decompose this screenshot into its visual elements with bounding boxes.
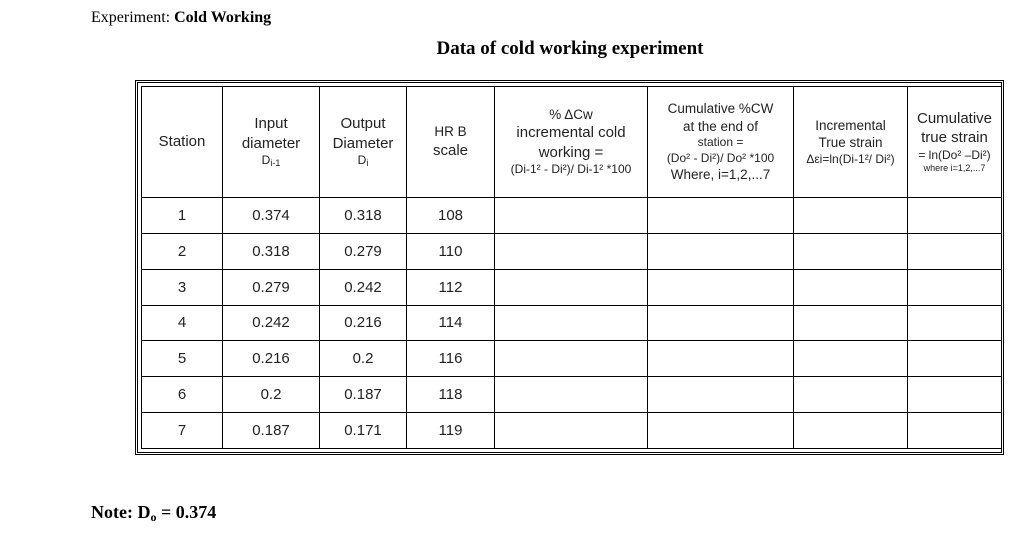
- table-row: [142, 305, 1002, 341]
- cell-incremental-strain: [794, 233, 908, 269]
- header-row: [142, 87, 1002, 198]
- data-table: [141, 86, 1002, 449]
- cell-station: 2: [142, 233, 223, 269]
- cell-cumulative-cw: [648, 269, 794, 305]
- cell-cumulative-strain: [908, 413, 1002, 449]
- experiment-name: Cold Working: [174, 9, 272, 26]
- cell-hrb: 110: [407, 233, 495, 269]
- cell-cumulative-cw: [648, 233, 794, 269]
- cell-incremental-strain: [794, 269, 908, 305]
- experiment-heading: [91, 9, 271, 27]
- header-station: Station: [142, 87, 223, 198]
- header-incremental-cold-working: % ΔCw incremental cold working = (Di-1² - Di²)/ Di-1² *100: [495, 87, 648, 198]
- header-cumulative-cw: Cumulative %CW at the end of station = (Do² - Di²)/ Do² *100 Where, i=1,2,...7: [648, 87, 794, 198]
- table-row: [142, 377, 1002, 413]
- cell-incremental-cw: [495, 269, 648, 305]
- cell-cumulative-strain: [908, 341, 1002, 377]
- cell-input-diameter: 0.374: [223, 198, 320, 234]
- cell-output-diameter: 0.318: [320, 198, 407, 234]
- page-title: Data of cold working experiment: [436, 38, 704, 59]
- cell-incremental-strain: [794, 377, 908, 413]
- data-table-frame: [135, 80, 1004, 455]
- cell-cumulative-cw: [648, 341, 794, 377]
- cell-station: 7: [142, 413, 223, 449]
- cell-output-diameter: 0.2: [320, 341, 407, 377]
- cell-cumulative-strain: [908, 198, 1002, 234]
- table-body: [142, 198, 1002, 449]
- cell-station: 5: [142, 341, 223, 377]
- cell-station: 6: [142, 377, 223, 413]
- cell-input-diameter: 0.2: [223, 377, 320, 413]
- cell-cumulative-cw: [648, 413, 794, 449]
- table-row: [142, 269, 1002, 305]
- cell-incremental-cw: [495, 413, 648, 449]
- cell-hrb: 118: [407, 377, 495, 413]
- cell-output-diameter: 0.187: [320, 377, 407, 413]
- cell-hrb: 114: [407, 305, 495, 341]
- cell-cumulative-strain: [908, 305, 1002, 341]
- table-row: [142, 413, 1002, 449]
- cell-cumulative-cw: [648, 305, 794, 341]
- cell-hrb: 108: [407, 198, 495, 234]
- header-incremental-true-strain: Incremental True strain Δεi=ln(Di-1²/ Di²): [794, 87, 908, 198]
- cell-hrb: 112: [407, 269, 495, 305]
- table-row: [142, 198, 1002, 234]
- cell-cumulative-strain: [908, 377, 1002, 413]
- cell-output-diameter: 0.242: [320, 269, 407, 305]
- cell-cumulative-cw: [648, 377, 794, 413]
- cell-hrb: 116: [407, 341, 495, 377]
- cell-cumulative-cw: [648, 198, 794, 234]
- cell-incremental-cw: [495, 377, 648, 413]
- header-hrb-scale: HR B scale: [407, 87, 495, 198]
- cell-input-diameter: 0.318: [223, 233, 320, 269]
- experiment-label: Experiment:: [91, 9, 171, 26]
- table-row: [142, 233, 1002, 269]
- cell-output-diameter: 0.279: [320, 233, 407, 269]
- cell-incremental-strain: [794, 413, 908, 449]
- header-input-diameter: Input diameter $D_{i-1}$: [223, 87, 320, 198]
- cell-incremental-cw: [495, 198, 648, 234]
- cell-incremental-strain: [794, 305, 908, 341]
- cell-output-diameter: 0.216: [320, 305, 407, 341]
- cell-incremental-cw: [495, 341, 648, 377]
- table-row: [142, 341, 1002, 377]
- cell-hrb: 119: [407, 413, 495, 449]
- cell-input-diameter: 0.187: [223, 413, 320, 449]
- cell-output-diameter: 0.171: [320, 413, 407, 449]
- cell-incremental-cw: [495, 305, 648, 341]
- cell-station: 4: [142, 305, 223, 341]
- cell-incremental-cw: [495, 233, 648, 269]
- cell-station: 3: [142, 269, 223, 305]
- header-cumulative-true-strain: Cumulative true strain = ln(Do² –Di²) where i=1,2,...7: [908, 87, 1002, 198]
- cell-input-diameter: 0.242: [223, 305, 320, 341]
- cell-cumulative-strain: [908, 269, 1002, 305]
- cell-input-diameter: 0.279: [223, 269, 320, 305]
- cell-input-diameter: 0.216: [223, 341, 320, 377]
- cell-incremental-strain: [794, 198, 908, 234]
- cell-incremental-strain: [794, 341, 908, 377]
- note: Note: Do = 0.374: [91, 502, 217, 524]
- header-output-diameter: Output Diameter $D_i$: [320, 87, 407, 198]
- cell-station: 1: [142, 198, 223, 234]
- cell-cumulative-strain: [908, 233, 1002, 269]
